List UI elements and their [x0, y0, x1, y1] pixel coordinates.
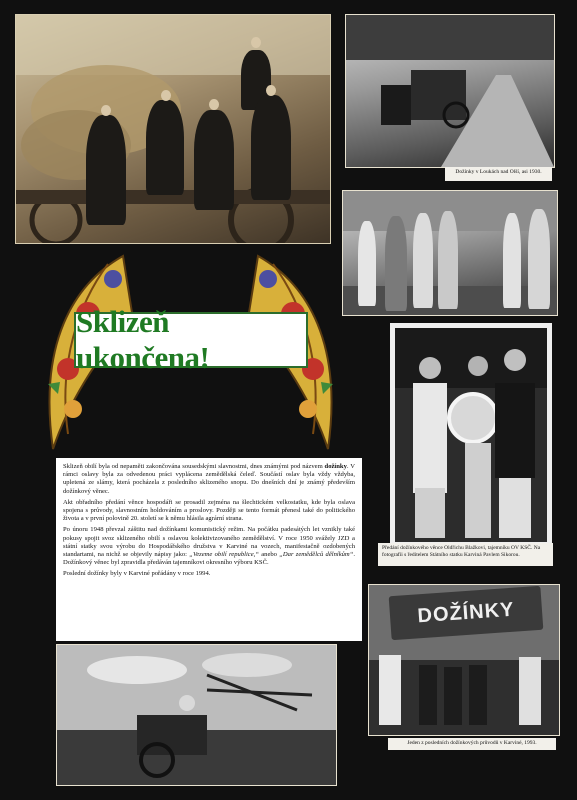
- p1-keyword: dožínky: [324, 463, 347, 470]
- photo-harvest-wagon: [15, 14, 331, 244]
- caption-louky: Dožínky v Loukách nad Olší, asi 1930.: [445, 167, 552, 181]
- page-title: Sklizeň ukončena!: [76, 304, 210, 375]
- photo-harvester: [56, 644, 337, 786]
- p3-quote-1: „Vezeme obilí republice,“: [189, 551, 259, 559]
- article-text: [56, 458, 362, 641]
- p3-text-start: Po únoru 1948 převzal záštitu nad dožínkami komunistický režim. Na počátku padesátých let vznikly také pokusy spojit svoz sklizeného obilí s oslavou kolektivizovaného zemědělství. V roce 1950 svážely JZD a státní statky svou výrobu do Hospodářského družstva v Karviné na vozech, manifestačně ozdobených standartami, na nichž se objevily nápisy jako:: [63, 526, 355, 559]
- p1-text-start: Sklizeň obilí byla od nepaměti zakončována sousedskými slavnostmi, dnes známými pod názvem: [63, 463, 325, 470]
- p1-text-end: . V rámci oslavy byla za odvedenou práci vyplácena zemědělská čeleď. Součástí oslav byla vždy vždyba, upletená ze slámy, která pocházela z posledního sklizeného snopu. Do dnešních dní je známý především dožínkový věnec.: [63, 463, 355, 495]
- photo-wreath-handover: [390, 323, 552, 547]
- dozinky-sign-text: DOŽÍNKY: [416, 598, 516, 627]
- paragraph-4: Poslední dožínky byly v Karviné pořádány v roce 1994.: [63, 570, 211, 578]
- paragraph-1: [63, 463, 355, 496]
- p3-text-end: . Dožínkový věnec byl zpravidla předáván tajemníkovi okresního výboru KSČ.: [63, 551, 356, 567]
- caption-parade: Jeden z posledních dožínkových průvodů v Karviné, 1993.: [388, 738, 556, 750]
- photo-group-men: [342, 190, 558, 316]
- photo-louky-procession: [345, 14, 555, 168]
- handover-scene-graphic: [395, 328, 547, 542]
- paragraph-2: Akt obřadního předání věnce hospodáři se prosadil zejména na šlechtickém velkostatku, kde byla oslava spojena s průvody, slavnostním holdováním a proslovy. Později se tento formát přenesl také do politického života a v první polovině 20. století se k němu hlásila agrární strana.: [63, 498, 355, 523]
- harvester-scene-graphic: [57, 645, 336, 785]
- paragraph-3: [63, 526, 355, 567]
- p3-text-mid: anebo: [258, 551, 280, 559]
- title-banner: [74, 304, 308, 375]
- procession-scene-graphic: [346, 15, 554, 167]
- p3-quote-2: „Dar zemědělců dělníkům“: [279, 551, 354, 559]
- caption-handover: Předání dožínkového věnce Oldřichu Blažkovi, tajemníku OV KSČ. Na fotografii s ředitelem Státního statku Karviná Pavlem Sikorou.: [378, 543, 553, 566]
